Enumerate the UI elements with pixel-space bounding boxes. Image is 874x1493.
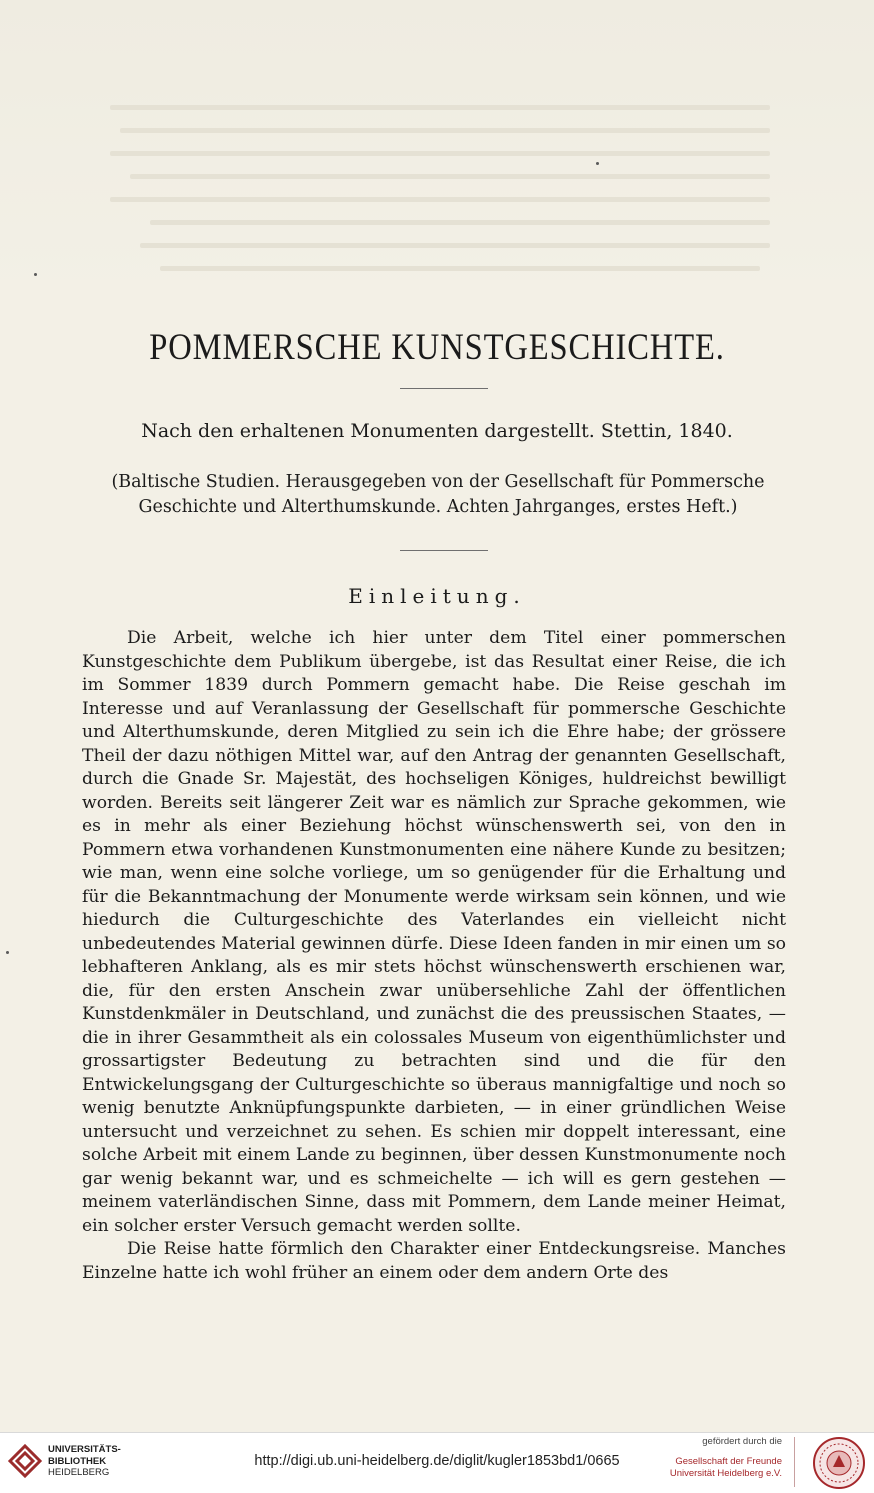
library-name-line: UNIVERSITÄTS- [48,1444,121,1455]
source-line: Geschichte und Alterthumskunde. Achten Jahrganges, erstes Heft.) [138,497,738,517]
section-divider [400,550,488,551]
subtitle: Nach den erhaltenen Monumenten dargestellt. Stettin, 1840. [141,420,733,442]
permalink-url[interactable]: http://digi.ub.uni-heidelberg.de/diglit/kugler1853bd1/0665 [254,1453,620,1469]
sponsor-name: Gesellschaft der Freunde [675,1456,782,1467]
sponsor-credit [670,1436,782,1480]
ink-speck [34,273,37,276]
paragraph: Die Reise hatte förmlich den Charakter einer Entdeckungsreise. Manches Einzelne hatte ich wohl früher an einem oder dem andern Orte des [82,1239,786,1283]
university-seal-icon [812,1436,866,1490]
paragraph: Die Arbeit, welche ich hier unter dem Titel einer pommerschen Kunstgeschichte dem Publikum übergebe, ist das Resultat einer Reise, die ich im Sommer 1839 durch Pommern gemacht habe. Die Reise geschah im Interesse und auf Veranlassung der Gesellschaft für pommersche Geschichte und Alterthumskunde, deren Mitglied zu sein ich die Ehre habe; der grössere Theil der dazu nöthigen Mittel war, auf den Antrag der genannten Gesellschaft, durch die Gnade Sr. Majestät, des hochseligen Königes, huldreichst bewilligt worden. Bereits seit längerer Zeit war es nämlich zur Sprache gekommen, wie es in mehr als einer Beziehung höchst wünschenswerth sei, von den in Pommern etwa vorhandenen Kunstmonumenten eine nähere Kunde zu besitzen; wie man, wenn eine solche vorliege, um so genügender für die Erhaltung und für die Bekanntmachung der Monumente werde wirksam sein können, und wie hiedurch die Culturgeschichte des Vaterlandes ein vielleicht nicht unbedeutendes Material gewinnen dürfe. Diese Ideen fanden in mir einen um so lebhafteren Anklang, als es mir stets höchst wünschenswerth erschienen war, die, für den ersten Anschein zwar unübersehliche Zahl der öffentlichen Kunstdenkmäler in Deutschland, und zunächst die des preussischen Staates, — die in ihrer Gesammtheit als ein colossales Museum von eigenthümlichster und grossartigster Bedeutung zu betrachten sind und die für den Entwickelungsgang der Culturgeschichte so überaus mannigfaltige und noch so wenig benutzte Anknüpfungspunkte darbieten, — in einer gründlichen Weise untersucht und verzeichnet zu sehen. Es schien mir doppelt interessant, eine solche Arbeit mit einem Lande zu beginnen, über dessen Kunstmonumente noch gar wenig bekannt war, und es schmeichelte — ich will es gern gestehen — meinem vaterländischen Sinne, dass mit Pommern, dem Lande meiner Heimat, ein solcher erster Versuch gemacht werden sollte. [82,628,786,1236]
ink-speck [596,162,599,165]
show-through-text [0,0,874,300]
sponsor-name: Universität Heidelberg e.V. [669,1468,782,1479]
sponsor-lead: gefördert durch die [702,1436,782,1447]
source-note [88,470,788,520]
footer-bar [0,1432,874,1493]
ink-speck [6,951,9,954]
sponsor-divider [794,1437,795,1487]
page-title: POMMERSCHE KUNSTGESCHICHTE. [149,327,725,368]
library-name-line: BIBLIOTHEK [48,1455,107,1467]
section-heading: Einleitung. [348,584,526,608]
body-text [82,627,786,1285]
library-name-line: HEIDELBERG [48,1467,110,1478]
source-line: (Baltische Studien. Herausgegeben von der Gesellschaft für Pommersche [111,472,765,492]
title-divider [400,388,488,389]
